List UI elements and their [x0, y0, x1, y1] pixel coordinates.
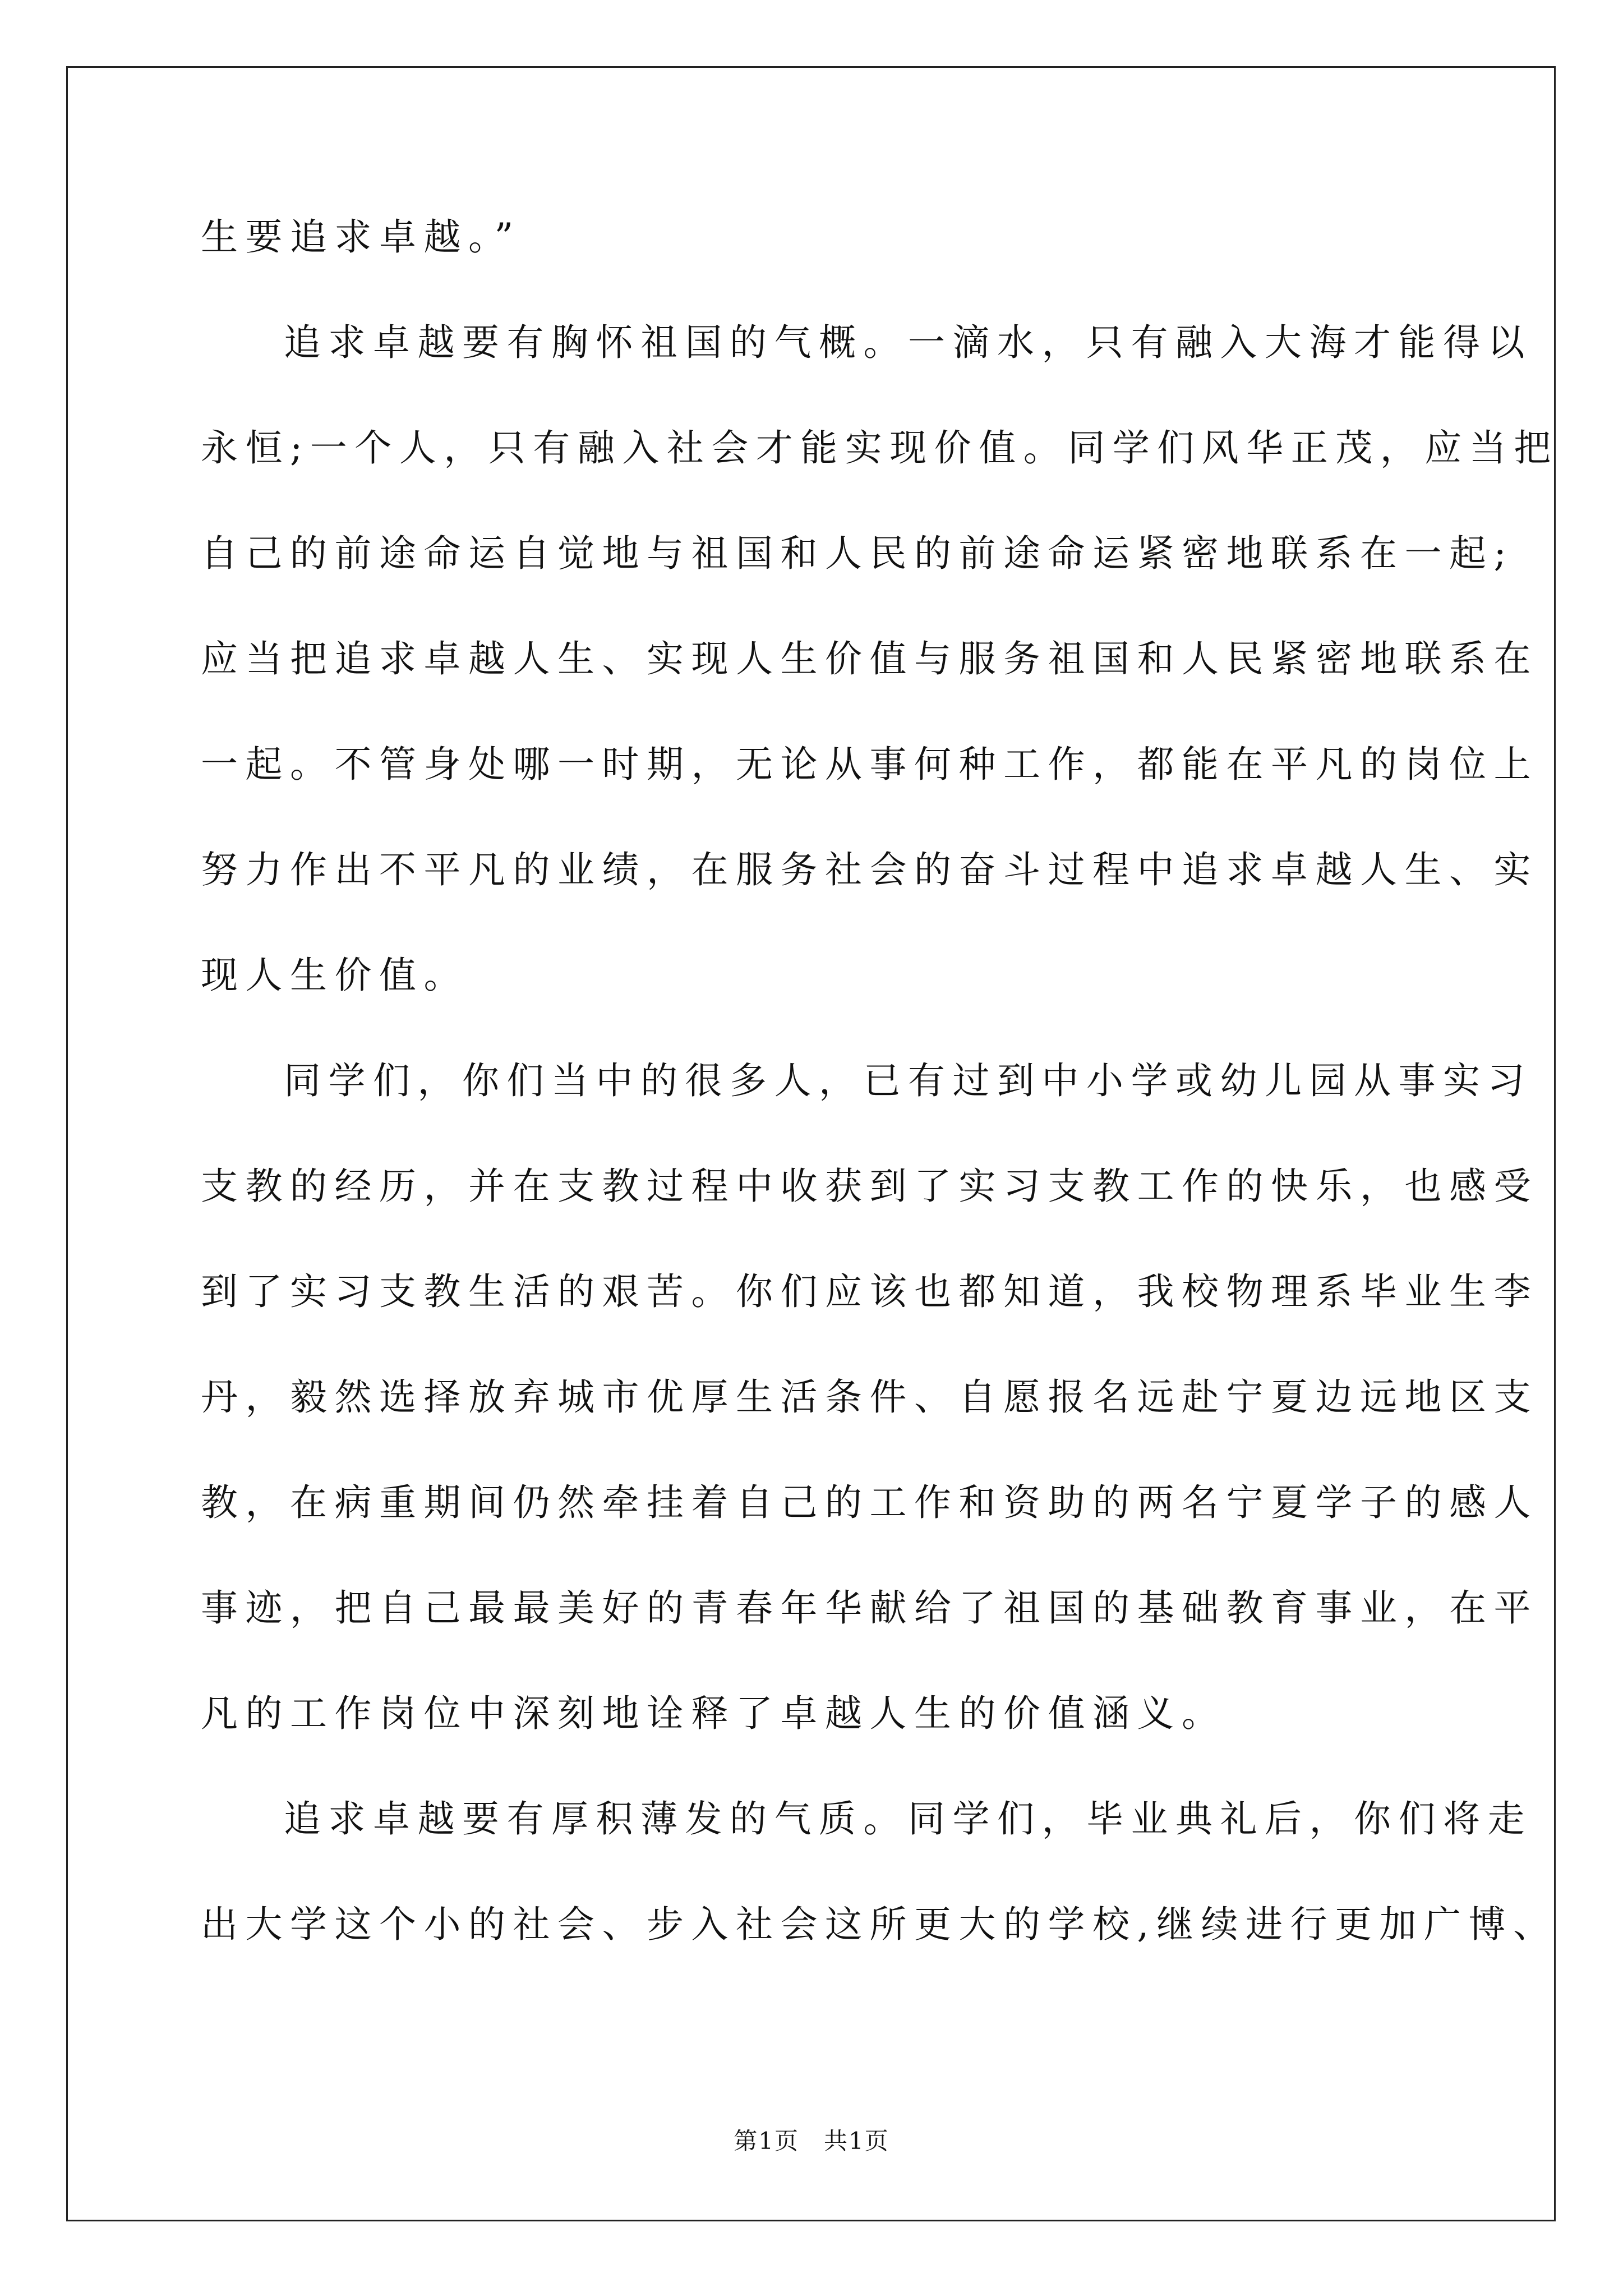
text-line: 自己的前途命运自觉地与祖国和人民的前途命运紧密地联系在一起;	[201, 532, 1514, 575]
text-line: 应当把追求卓越人生、实现人生价值与服务祖国和人民紧密地联系在	[201, 637, 1538, 680]
text-line: 出大学这个小的社会、步入社会这所更大的学校,继续进行更加广博、	[201, 1903, 1558, 1946]
text-line: 事迹，把自己最最美好的青春年华献给了祖国的基础教育事业，在平	[201, 1586, 1538, 1630]
text-line: 现人生价值。	[201, 954, 468, 997]
text-line: 生要追求卓越。”	[201, 215, 521, 259]
paragraph-first-line: 追求卓越要有厚积薄发的气质。同学们，毕业典礼后，你们将走	[284, 1797, 1532, 1841]
text-line: 努力作出不平凡的业绩，在服务社会的奋斗过程中追求卓越人生、实	[201, 848, 1538, 891]
page-border	[66, 66, 1556, 2221]
text-line: 一起。不管身处哪一时期，无论从事何种工作，都能在平凡的岗位上	[201, 743, 1538, 786]
paragraph-first-line: 同学们，你们当中的很多人，已有过到中小学或幼儿园从事实习	[284, 1059, 1532, 1102]
paragraph-first-line: 追求卓越要有胸怀祖国的气概。一滴水，只有融入大海才能得以	[284, 321, 1532, 364]
text-line: 永恒;一个人，只有融入社会才能实现价值。同学们风华正茂，应当把	[201, 426, 1559, 470]
page-footer: 第1页 共1页	[734, 2127, 889, 2155]
text-line: 凡的工作岗位中深刻地诠释了卓越人生的价值涵义。	[201, 1692, 1227, 1735]
text-line: 到了实习支教生活的艰苦。你们应该也都知道，我校物理系毕业生李	[201, 1270, 1538, 1313]
text-line: 丹，毅然选择放弃城市优厚生活条件、自愿报名远赴宁夏边远地区支	[201, 1375, 1538, 1419]
text-line: 支教的经历，并在支教过程中收获到了实习支教工作的快乐，也感受	[201, 1165, 1538, 1208]
text-line: 教，在病重期间仍然牵挂着自己的工作和资助的两名宁夏学子的感人	[201, 1481, 1538, 1524]
